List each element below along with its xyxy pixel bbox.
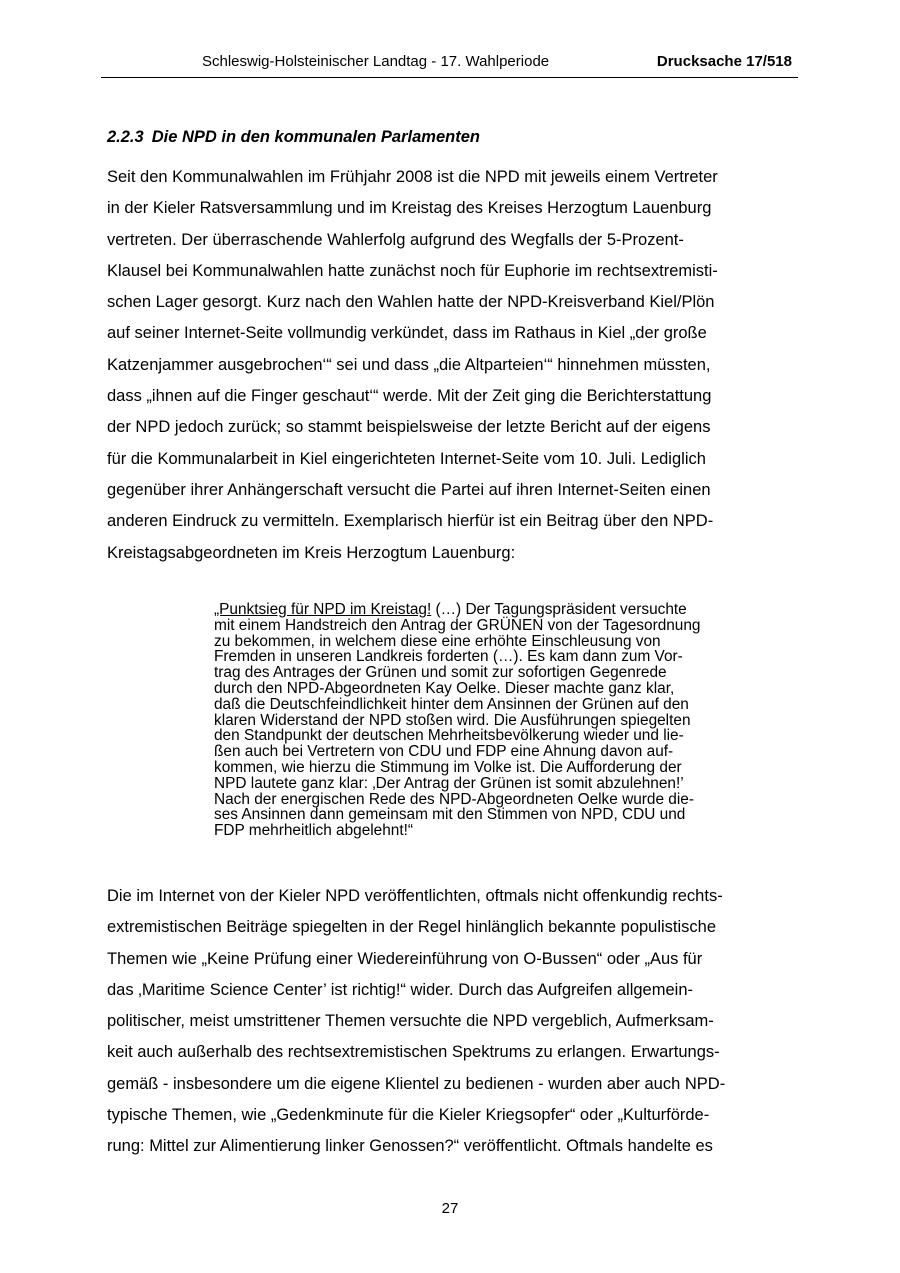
text-line: Die im Internet von der Kieler NPD veröffentlichten, oftmals nicht offenkundig rechts- (107, 887, 723, 905)
quote-line: kommen, wie hierzu die Stimmung im Volke ist. Die Aufforderung der (214, 758, 682, 776)
text-line: keit auch außerhalb des rechtsextremistischen Spektrums zu erlangen. Erwartungs- (107, 1043, 720, 1062)
text-line: das ‚Maritime Science Center’ ist richtig!“ wider. Durch das Aufgreifen allgemein- (107, 980, 693, 999)
text-line: der NPD jedoch zurück; so stammt beispielsweise der letzte Bericht auf der eigens (107, 418, 711, 437)
text-line: anderen Eindruck zu vermitteln. Exemplarisch hierfür ist ein Beitrag über den NPD- (107, 512, 714, 531)
quote-line: NPD lautete ganz klar: ‚Der Antrag der Grünen ist somit abzulehnen!’ (214, 774, 684, 792)
quote-line: zu bekommen, in welchem diese eine erhöhte Einschleusung von (214, 632, 661, 650)
quote-line: den Standpunkt der deutschen Mehrheitsbevölkerung wieder und lie- (214, 727, 684, 745)
section-heading (107, 126, 480, 148)
text-line: gegenüber ihrer Anhängerschaft versucht die Partei auf ihren Internet-Seiten einen (107, 480, 711, 499)
quote-line: mit einem Handstreich den Antrag der GRÜNEN von der Tagesordnung (214, 616, 701, 634)
quote-line: ßen auch bei Vertretern von CDU und FDP eine Ahnung davon auf- (214, 743, 674, 761)
text-line: für die Kommunalarbeit in Kiel eingerichteten Internet-Seite vom 10. Juli. Lediglich (107, 449, 706, 468)
quote-line: Nach der energischen Rede des NPD-Abgeordneten Oelke wurde die- (214, 790, 694, 808)
quote-line: FDP mehrheitlich abgelehnt!“ (214, 822, 414, 840)
quote-line: daß die Deutschfeindlichkeit hinter dem Ansinnen der Grünen auf den (214, 695, 689, 713)
document-number: Drucksache 17/518 (656, 53, 792, 70)
text-line: extremistischen Beiträge spiegelten in der Regel hinlänglich bekannte populistische (107, 918, 717, 937)
quote-line: ses Ansinnen dann gemeinsam mit den Stimmen von NPD, CDU und (214, 806, 686, 824)
text-line: auf seiner Internet-Seite vollmundig verkündet, dass im Rathaus in Kiel „der große (107, 324, 707, 343)
body-paragraph-2 (107, 881, 725, 1163)
quote-line: trag des Antrages der Grünen und somit zur sofortigen Gegenrede (214, 664, 667, 682)
body-paragraph-1 (107, 162, 718, 569)
text-line: politischer, meist umstrittener Themen versuchte die NPD vergeblich, Aufmerksam- (107, 1012, 714, 1031)
text-line: Seit den Kommunalwahlen im Frühjahr 2008 ist die NPD mit jeweils einem Vertreter (107, 168, 718, 186)
text-line: Themen wie „Keine Prüfung einer Wiedereinführung von O-Bussen“ oder „Aus für (107, 949, 703, 968)
text-line: Katzenjammer ausgebrochen‘“ sei und dass „die Altparteien‘“ hinnehmen müssten, (107, 355, 711, 374)
text-line: gemäß - insbesondere um die eigene Klientel zu bedienen - wurden aber auch NPD- (107, 1074, 726, 1093)
text-line: rung: Mittel zur Alimentierung linker Genossen?“ veröffentlicht. Oftmals handelte es (107, 1137, 713, 1156)
quote-line: klaren Widerstand der NPD stoßen wird. Die Ausführungen spiegelten (214, 711, 691, 729)
quote-headline: „Punktsieg für NPD im Kreistag! (214, 601, 432, 618)
quote-line (214, 602, 701, 618)
text-line: schen Lager gesorgt. Kurz nach den Wahlen hatte der NPD-Kreisverband Kiel/Plön (107, 293, 715, 312)
text-line: vertreten. Der überraschende Wahlerfolg aufgrund des Wegfalls der 5-Prozent- (107, 230, 684, 249)
text-line: typische Themen, wie „Gedenkminute für die Kieler Kriegsopfer“ oder „Kulturförde- (107, 1106, 710, 1125)
quote-line-rest: (…) Der Tagungspräsident versuchte (431, 601, 687, 618)
block-quote (214, 602, 701, 839)
text-line: in der Kieler Ratsversammlung und im Kreistag des Kreises Herzogtum Lauenburg (107, 199, 712, 218)
text-line: Kreistagsabgeordneten im Kreis Herzogtum Lauenburg: (107, 543, 516, 562)
page-header (101, 53, 798, 78)
text-line: dass „ihnen auf die Finger geschaut‘“ werde. Mit der Zeit ging die Berichterstattung (107, 387, 712, 406)
header-title: Schleswig-Holsteinischer Landtag - 17. Wahlperiode (202, 53, 550, 70)
page-number: 27 (441, 1200, 459, 1217)
quote-line: durch den NPD-Abgeordneten Kay Oelke. Dieser machte ganz klar, (214, 679, 675, 697)
section-title: Die NPD in den kommunalen Parlamenten (151, 128, 480, 146)
section-number: 2.2.3 (107, 128, 144, 146)
quote-line: Fremden in unseren Landkreis forderten (…). Es kam dann zum Vor- (214, 648, 683, 666)
text-line: Klausel bei Kommunalwahlen hatte zunächst noch für Euphorie im rechtsextremisti- (107, 261, 718, 280)
